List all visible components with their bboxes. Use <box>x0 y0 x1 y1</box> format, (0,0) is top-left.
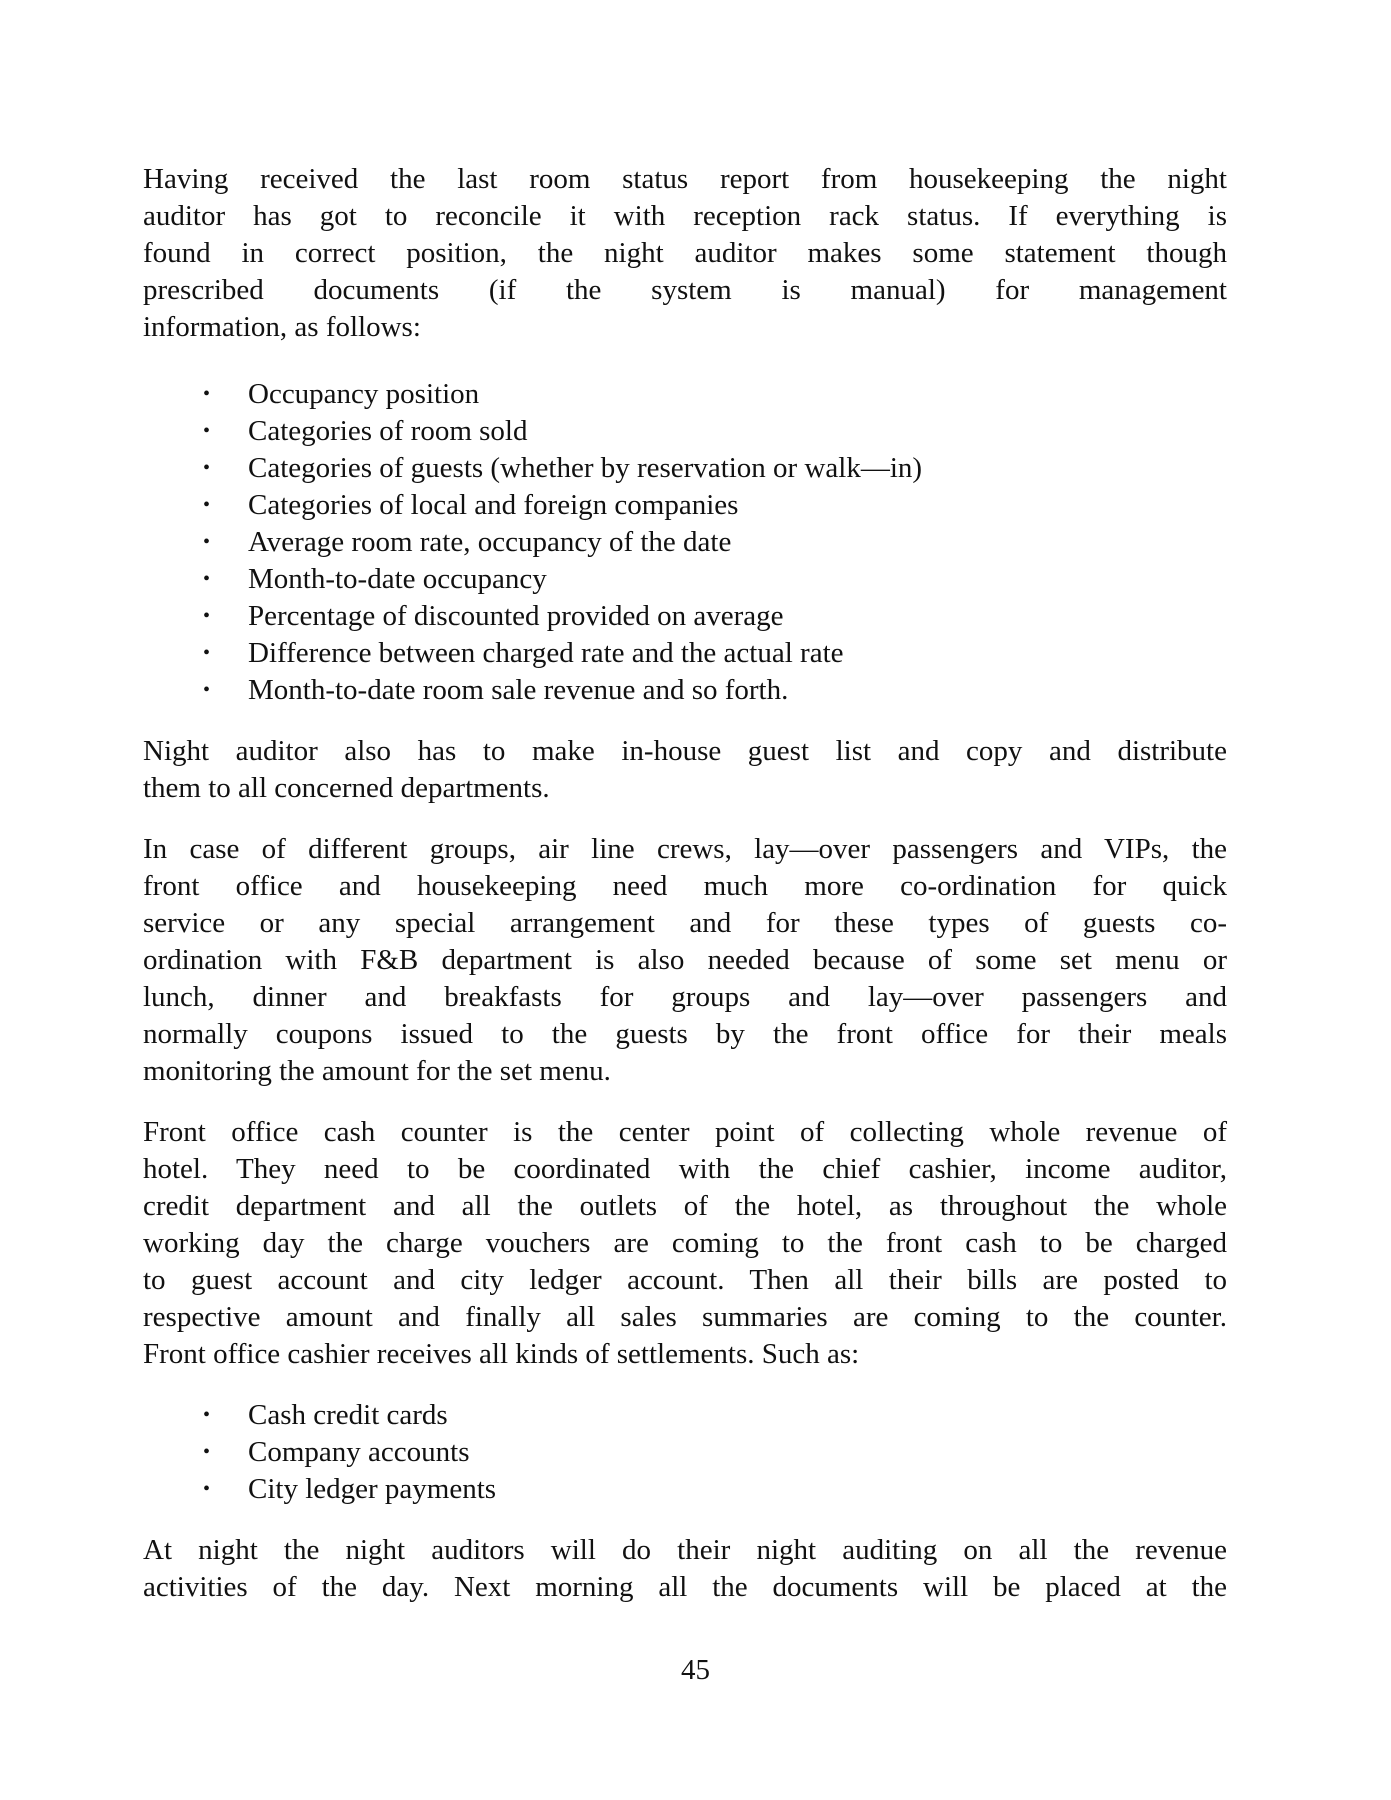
text-line: monitoring the amount for the set menu. <box>143 1055 611 1087</box>
list-item-label: Month-to-date occupancy <box>248 563 547 595</box>
list-item-label: Company accounts <box>248 1436 470 1468</box>
bullet-icon: • <box>203 457 211 479</box>
text-line: service or any special arrangement and for these types of guests co- <box>143 907 1227 939</box>
list-item-label: Categories of room sold <box>248 415 528 447</box>
text-line: respective amount and finally all sales summaries are coming to the counter. <box>143 1301 1227 1333</box>
text-line: In case of different groups, air line crews, lay—over passengers and VIPs, the <box>143 833 1227 865</box>
list-item-label: Month-to-date room sale revenue and so forth. <box>248 674 789 706</box>
bullet-icon: • <box>203 383 211 405</box>
text-line: Night auditor also has to make in-house guest list and copy and distribute <box>143 735 1227 767</box>
bullet-icon: • <box>203 568 211 590</box>
list-item <box>143 524 1227 561</box>
text-line: information, as follows: <box>143 311 421 343</box>
list-item <box>143 376 1227 413</box>
bullet-list-settlements <box>143 1397 1227 1508</box>
text-line: credit department and all the outlets of the hotel, as throughout the whole <box>143 1190 1227 1222</box>
paragraph-cash-counter <box>143 1114 1227 1373</box>
list-item-label: Average room rate, occupancy of the date <box>248 526 732 558</box>
list-item-label: City ledger payments <box>248 1473 497 1505</box>
list-item <box>143 450 1227 487</box>
text-line: lunch, dinner and breakfasts for groups and lay—over passengers and <box>143 981 1227 1013</box>
list-item <box>143 1471 1227 1508</box>
text-line: ordination with F&B department is also needed because of some set menu or <box>143 944 1227 976</box>
bullet-icon: • <box>203 1441 211 1463</box>
text-line: Front office cash counter is the center point of collecting whole revenue of <box>143 1116 1227 1148</box>
list-item <box>143 635 1227 672</box>
list-item-label: Percentage of discounted provided on average <box>248 600 784 632</box>
list-item <box>143 561 1227 598</box>
text-line: auditor has got to reconcile it with reception rack status. If everything is <box>143 200 1227 232</box>
bullet-list-management-reports <box>143 376 1227 709</box>
bullet-icon: • <box>203 1404 211 1426</box>
text-line: found in correct position, the night auditor makes some statement though <box>143 237 1227 269</box>
text-line: front office and housekeeping need much more co-ordination for quick <box>143 870 1227 902</box>
text-line: normally coupons issued to the guests by the front office for their meals <box>143 1018 1227 1050</box>
list-item-label: Occupancy position <box>248 378 480 410</box>
bullet-icon: • <box>203 679 211 701</box>
bullet-icon: • <box>203 531 211 553</box>
list-item-label: Difference between charged rate and the actual rate <box>248 637 844 669</box>
paragraph-guest-list <box>143 733 1227 807</box>
text-line: At night the night auditors will do their night auditing on all the revenue <box>143 1534 1227 1566</box>
list-item <box>143 1434 1227 1471</box>
text-line: prescribed documents (if the system is manual) for management <box>143 274 1227 306</box>
bullet-icon: • <box>203 494 211 516</box>
text-line: to guest account and city ledger account. Then all their bills are posted to <box>143 1264 1227 1296</box>
list-item <box>143 672 1227 709</box>
paragraph-groups-coordination <box>143 831 1227 1090</box>
list-item <box>143 598 1227 635</box>
paragraph-night-auditor-report <box>143 161 1227 346</box>
page-number: 45 <box>681 1654 710 1686</box>
text-line: them to all concerned departments. <box>143 772 550 804</box>
list-item <box>143 413 1227 450</box>
list-item-label: Categories of local and foreign companies <box>248 489 739 521</box>
text-line: Front office cashier receives all kinds of settlements. Such as: <box>143 1338 860 1370</box>
list-item <box>143 1397 1227 1434</box>
paragraph-night-auditing <box>143 1532 1227 1606</box>
list-item <box>143 487 1227 524</box>
bullet-icon: • <box>203 420 211 442</box>
list-item-label: Cash credit cards <box>248 1399 448 1431</box>
bullet-icon: • <box>203 605 211 627</box>
text-line: activities of the day. Next morning all the documents will be placed at the <box>143 1571 1227 1603</box>
list-item-label: Categories of guests (whether by reservation or walk—in) <box>248 452 923 484</box>
bullet-icon: • <box>203 1478 211 1500</box>
text-line: Having received the last room status report from housekeeping the night <box>143 163 1227 195</box>
text-block <box>143 161 1227 1630</box>
bullet-icon: • <box>203 642 211 664</box>
text-line: hotel. They need to be coordinated with the chief cashier, income auditor, <box>143 1153 1227 1185</box>
text-line: working day the charge vouchers are coming to the front cash to be charged <box>143 1227 1227 1259</box>
